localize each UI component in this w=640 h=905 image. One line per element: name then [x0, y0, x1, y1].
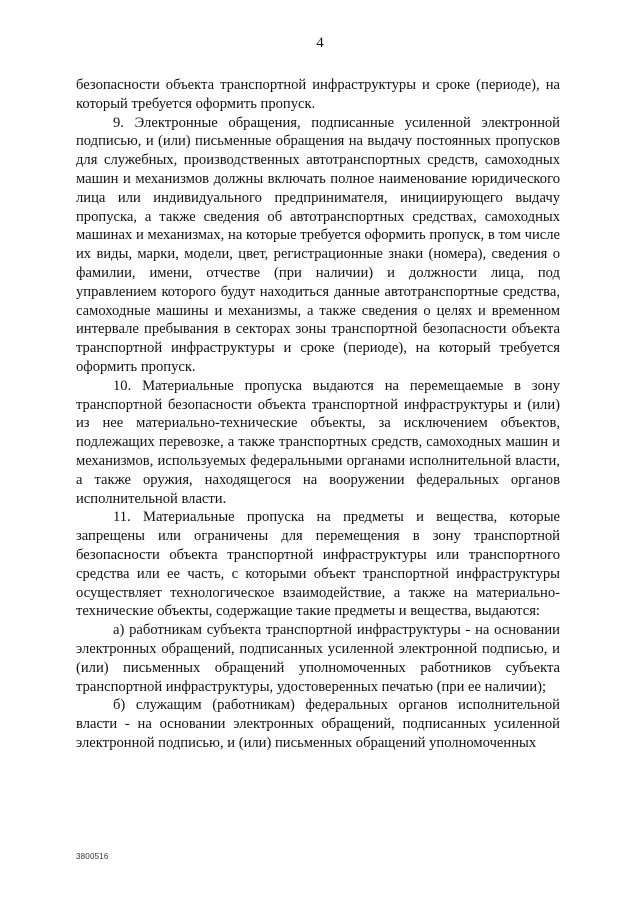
- document-body: [76, 76, 560, 753]
- document-code: 3800516: [76, 852, 109, 861]
- paragraph-9: 9. Электронные обращения, подписанные усиленной электронной подписью, и (или) письменные обращения на выдачу постоянных пропусков для служебных, производственных автотранспортных средств, самоходных машин и механизмов должны включать полное наименование юридического лица или индивидуального предпринимателя, инициирующего выдачу пропуска, а также сведения об автотранспортных средствах, самоходных машинах и механизмах, на которые требуется оформить пропуск, в том числе их виды, марки, модели, цвет, регистрационные знаки (номера), сведения о фамилии, имени, отчестве (при наличии) и должности лица, под управлением которого будут находиться данные автотранспортные средства, самоходные машины и механизмы, а также сведения о целях и временном интервале пребывания в секторах зоны транспортной безопасности объекта транспортной инфраструктуры и сроке (периоде), на который требуется оформить пропуск.: [76, 114, 560, 375]
- paragraph-11a: а) работникам субъекта транспортной инфраструктуры - на основании электронных обращений, подписанных усиленной электронной подписью, и (или) письменных обращений уполномоченных работников субъекта транспортной инфраструктуры, удостоверенных печатью (при ее наличии);: [76, 622, 560, 695]
- paragraph-10: 10. Материальные пропуска выдаются на перемещаемые в зону транспортной безопасности объекта транспортной инфраструктуры и (или) из нее материально-технические объекты, за исключением объектов, подлежащих перевозке, а также транспортных средств, самоходных машин и механизмов, используемых федеральными органами исполнительной власти, а также оружия, находящегося на вооружении федеральных органов исполнительной власти.: [76, 377, 560, 507]
- paragraph-continuation: безопасности объекта транспортной инфраструктуры и сроке (периоде), на который требуется оформить пропуск.: [76, 77, 560, 112]
- page-number: 4: [316, 35, 324, 51]
- paragraph-11b: б) служащим (работникам) федеральных органов исполнительной власти - на основании электронных обращений, подписанных усиленной электронной подписью, и (или) письменных обращений уполномоченных: [76, 697, 560, 751]
- paragraph-11: 11. Материальные пропуска на предметы и вещества, которые запрещены или ограничены для перемещения в зону транспортной безопасности объекта транспортной инфраструктуры или транспортного средства или ее часть, с которыми объект транспортной инфраструктуры осуществляет технологическое взаимодействие, а также на материально-технические объекты, содержащие такие предметы и вещества, выдаются:: [76, 509, 560, 620]
